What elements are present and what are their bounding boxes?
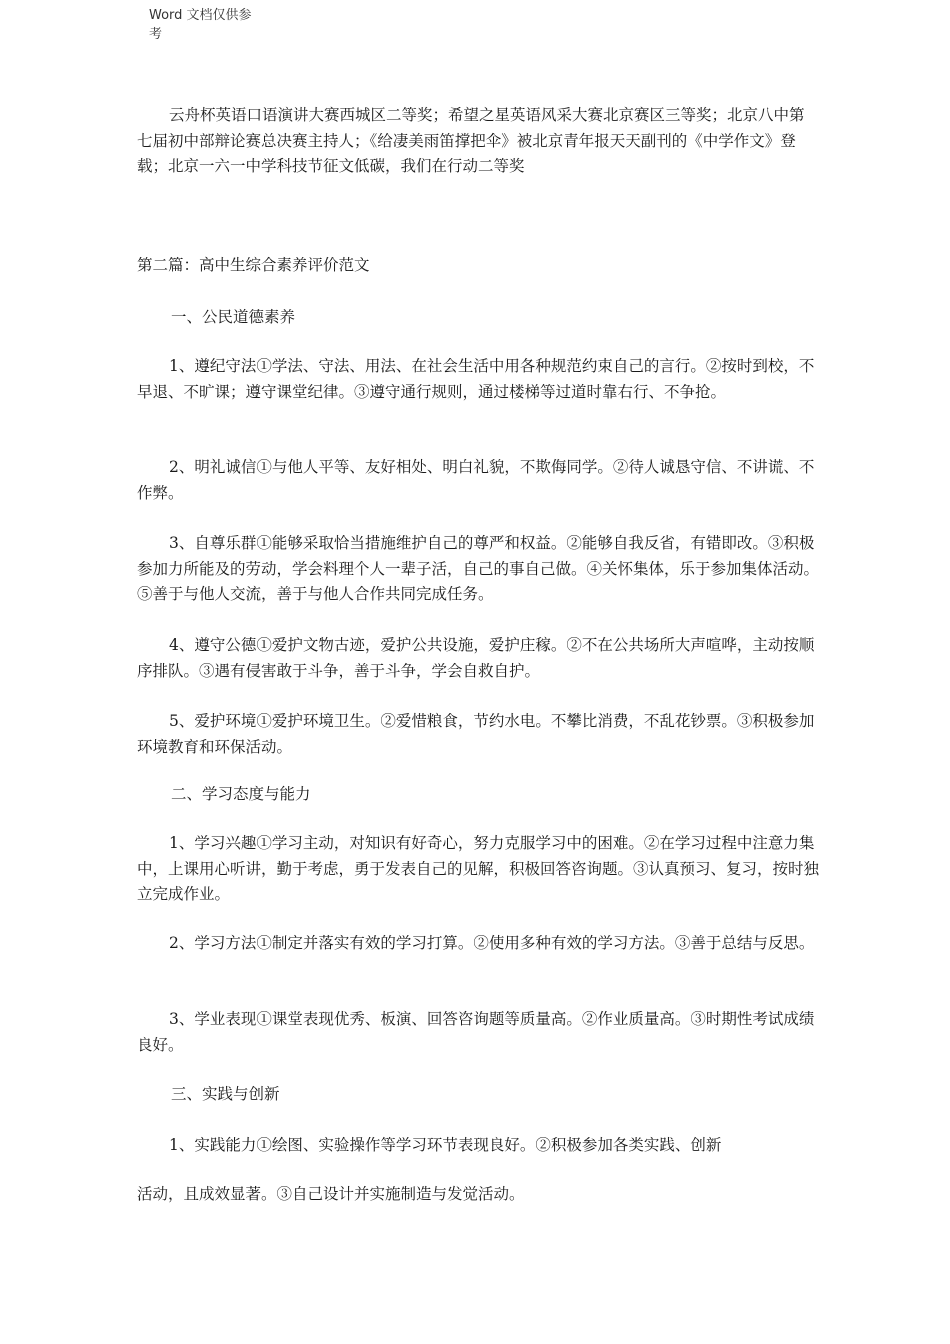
- header-line-2: 考: [149, 27, 163, 42]
- header-line-1: Word 文档仅供参: [149, 8, 252, 23]
- paragraph-3-1: 1、实践能力①绘图、实验操作等学习环节表现良好。②积极参加各类实践、创新: [169, 1136, 722, 1154]
- paragraph-2-1: 1、学习兴趣①学习主动，对知识有好奇心，努力克服学习中的困难。②在学习过程中注意力集中，上课用心听讲，勤于考虑，勇于发表自己的见解，积极回答咨询题。③认真预习、复习，按时独立完成作业。: [137, 834, 820, 903]
- section-heading-3: 三、实践与创新: [171, 1085, 280, 1103]
- section-heading-1: 一、公民道德素养: [171, 308, 296, 326]
- paragraph-1-4: 4、遵守公德①爱护文物古迹，爱护公共设施，爱护庄稼。②不在公共场所大声喧哗，主动按顺序排队。③遇有侵害敢于斗争，善于斗争，学会自救自护。: [137, 636, 815, 680]
- paragraph-3-1-continued: 活动，且成效显著。③自己设计并实施制造与发觉活动。: [137, 1185, 525, 1203]
- paragraph-2-2: 2、学习方法①制定并落实有效的学习打算。②使用多种有效的学习方法。③善于总结与反思。: [169, 934, 815, 952]
- paragraph-2-3: 3、学业表现①课堂表现优秀、板演、回答咨询题等质量高。②作业质量高。③时期性考试成绩良好。: [137, 1010, 815, 1054]
- paragraph-1-2: 2、明礼诚信①与他人平等、友好相处、明白礼貌，不欺侮同学。②待人诚恳守信、不讲谎、不作弊。: [137, 458, 815, 502]
- paragraph-1-5: 5、爱护环境①爱护环境卫生。②爱惜粮食，节约水电。不攀比消费，不乱花钞票。③积极参加环境教育和环保活动。: [137, 712, 815, 756]
- paragraph-1-3: 3、自尊乐群①能够采取恰当措施维护自己的尊严和权益。②能够自我反省，有错即改。③积极参加力所能及的劳动，学会料理个人一辈子活，自己的事自己做。④关怀集体，乐于参加集体活动。⑤善于与他人交流，善于与他人合作共同完成任务。: [137, 534, 820, 603]
- intro-paragraph: 云舟杯英语口语演讲大赛西城区二等奖；希望之星英语风采大赛北京赛区三等奖；北京八中第七届初中部辩论赛总决赛主持人；《给凄美雨笛撑把伞》被北京青年报天天副刊的《中学作文》登载；北京一六一中学科技节征文低碳，我们在行动二等奖: [137, 106, 805, 175]
- chapter-title: 第二篇：高中生综合素养评价范文: [137, 256, 370, 274]
- paragraph-1-1: 1、遵纪守法①学法、守法、用法、在社会生活中用各种规范约束自己的言行。②按时到校，不早退、不旷课；遵守课堂纪律。③遵守通行规则，通过楼梯等过道时靠右行、不争抢。: [137, 357, 815, 401]
- section-heading-2: 二、学习态度与能力: [171, 785, 311, 803]
- document-header: [149, 6, 279, 44]
